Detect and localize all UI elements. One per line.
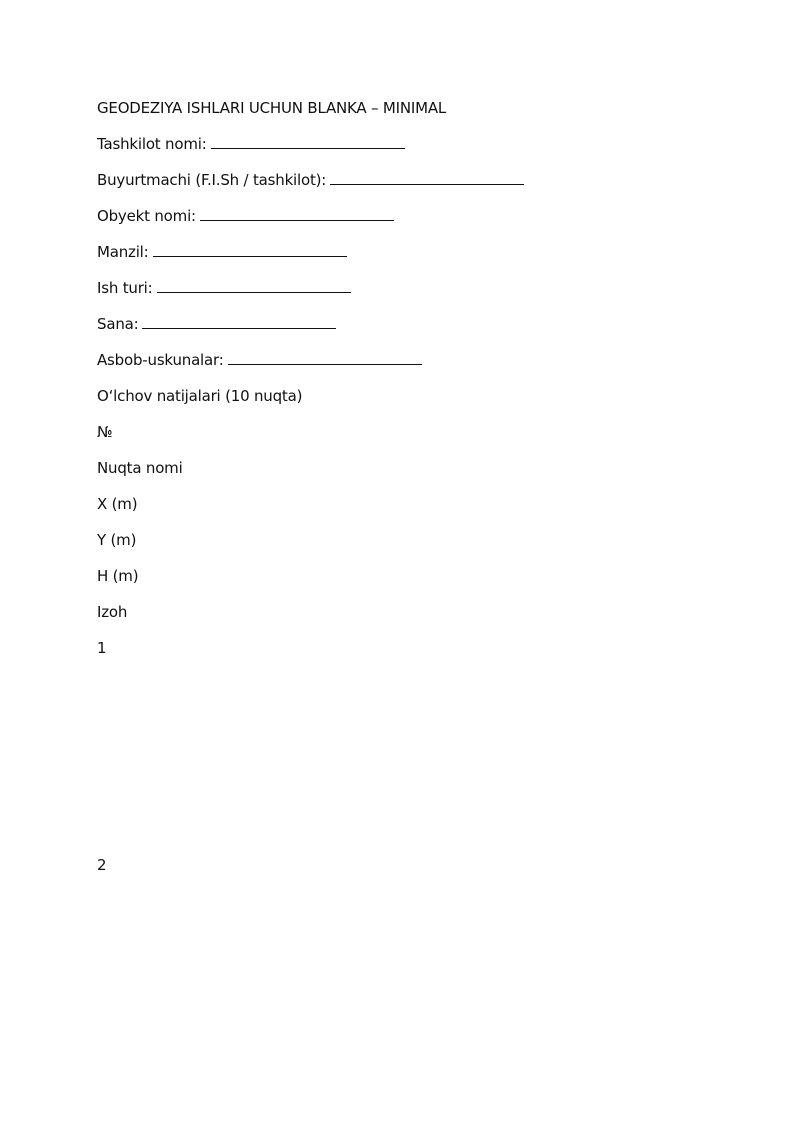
- table-row-number: 2: [97, 856, 107, 874]
- field-label: Tashkilot nomi:: [97, 135, 207, 153]
- field-label: Obyekt nomi:: [97, 207, 196, 225]
- field-work-type: [97, 278, 351, 298]
- fill-in-blank[interactable]: [200, 206, 394, 221]
- field-label: Manzil:: [97, 243, 149, 261]
- table-header-x: X (m): [97, 495, 138, 513]
- table-row-number: 1: [97, 639, 107, 657]
- field-address: [97, 242, 347, 262]
- document-title: GEODEZIYA ISHLARI UCHUN BLANKA – MINIMAL: [97, 99, 447, 117]
- fill-in-blank[interactable]: [330, 170, 524, 185]
- fill-in-blank[interactable]: [157, 278, 351, 293]
- field-customer: [97, 170, 524, 190]
- section-title: O‘lchov natijalari (10 nuqta): [97, 387, 303, 405]
- table-header-number: №: [97, 423, 113, 441]
- field-date: [97, 314, 336, 334]
- field-object-name: [97, 206, 394, 226]
- fill-in-blank[interactable]: [142, 314, 336, 329]
- field-label: Asbob-uskunalar:: [97, 351, 224, 369]
- field-label: Ish turi:: [97, 279, 153, 297]
- fill-in-blank[interactable]: [228, 350, 422, 365]
- field-label: Sana:: [97, 315, 139, 333]
- field-organization-name: [97, 134, 405, 154]
- field-equipment: [97, 350, 422, 370]
- fill-in-blank[interactable]: [211, 134, 405, 149]
- table-header-point-name: Nuqta nomi: [97, 459, 183, 477]
- fill-in-blank[interactable]: [153, 242, 347, 257]
- table-header-y: Y (m): [97, 531, 137, 549]
- field-label: Buyurtmachi (F.I.Sh / tashkilot):: [97, 171, 327, 189]
- table-header-note: Izoh: [97, 603, 128, 621]
- table-header-h: H (m): [97, 567, 139, 585]
